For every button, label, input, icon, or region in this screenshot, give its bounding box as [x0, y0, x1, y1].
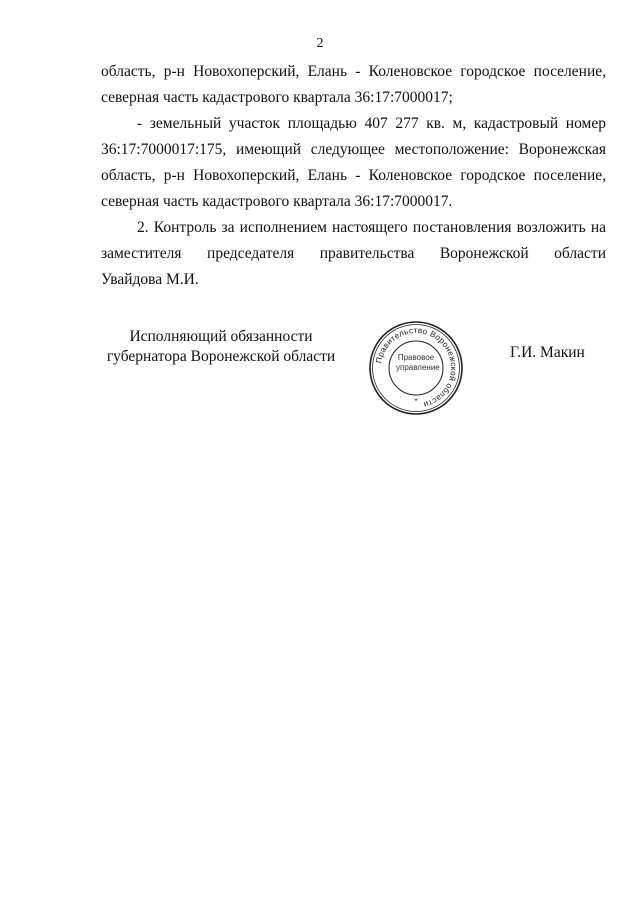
paragraph-continuation: область, р-н Новохоперский, Елань - Коленовское городское поселение, северная часть кадастрового квартала 36:17:7000017; — [101, 63, 606, 106]
stamp-center-line1: Правовое — [397, 353, 435, 362]
stamp-star: * — [414, 397, 418, 406]
official-stamp — [368, 320, 464, 416]
page-number: 2 — [316, 36, 324, 51]
signatory-position-line1: Исполняющий обязанности — [129, 328, 313, 345]
stamp-ring-text: Правительство Воронежской области — [374, 325, 459, 410]
stamp-center-line2: управление — [396, 363, 440, 372]
signatory-name: Г.И. Макин — [510, 344, 585, 361]
stamp-center-text — [396, 353, 440, 381]
document-body — [101, 59, 606, 293]
signatory-position-line2: губернатора Воронежской области — [106, 348, 336, 365]
signatory-position — [101, 327, 341, 367]
paragraph-land-plot: - земельный участок площадью 407 277 кв. м, кадастровый номер 36:17:7000017:175, имеющий следующее местоположение: Воронежская область, р-н Новохоперский, Елань - Коленовское городское поселение, северная часть кадастрового квартала 36:17:7000017. — [101, 115, 606, 210]
paragraph-control-end: Увайдова М.И. — [101, 271, 199, 288]
paragraph-control: 2. Контроль за исполнением настоящего постановления возложить на заместителя председателя правительства Воронежской области — [101, 219, 606, 262]
signature-block — [0, 320, 640, 420]
